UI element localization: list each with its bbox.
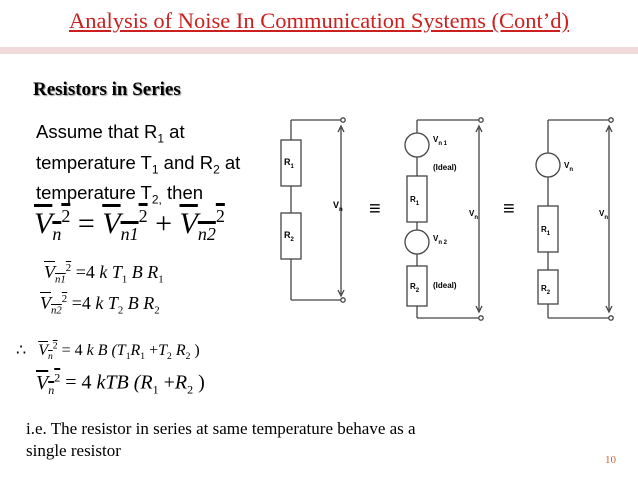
subscript: n [48,382,55,397]
equation-vn2 [40,293,160,317]
symbol: R [284,230,291,240]
subscript: n [474,215,479,221]
symbol-group: kTB (R [96,371,153,394]
assumption-line-2 [36,151,240,182]
eq-term-vn2 [179,206,225,244]
close-paren: ) [194,342,200,359]
slide-title: Analysis of Noise In Communication Systems (Cont’d) [69,8,569,33]
text-run: temperature T [36,151,152,173]
conclusion-text [26,418,416,462]
therefore-symbol: ∴ [16,342,27,359]
subscript: 1 [290,164,294,170]
text-run: Assume that R [36,121,158,142]
equals-sign: = [71,293,82,313]
symbol: R [174,371,188,394]
symbol: R [541,284,547,293]
text-run: at [164,121,185,142]
symbol: V [433,234,439,243]
subscript: 1 [415,201,420,207]
symbol: V [469,209,475,218]
terminal [609,118,613,122]
symbol: k [99,262,108,282]
equation-final [36,370,205,398]
subscript: 2 [154,304,160,317]
symbol: V [333,200,340,210]
equation-sum [16,340,200,362]
symbol: R [284,157,291,167]
close-paren: ) [198,371,205,394]
subscript: 2 [546,290,551,296]
conclusion-line-1: i.e. The resistor in series at same temperature behave as a [26,419,416,438]
coefficient: 4 [85,262,95,282]
exponent: 2 [215,206,225,226]
plus-sign: + [163,371,175,394]
assumption-line-1 [36,120,240,151]
eq-term-vn [38,340,58,363]
subscript: 2 [290,237,294,243]
subscript: 2 [415,288,420,294]
noise-source-vn1 [405,133,429,157]
symbol: V [564,161,570,170]
subscript: n1 [55,273,66,286]
exponent: 2 [138,206,148,226]
subscript: n2 [197,224,216,244]
symbol: V [433,135,439,144]
subscript: 1 [152,382,159,397]
subscript: n [339,207,343,213]
subscript: n [47,351,53,363]
subscript: 2 [117,304,124,317]
subscript: n [604,215,609,221]
title-divider-bar [0,47,638,54]
symbol: R [143,293,155,313]
label-ideal-1: (Ideal) [433,163,457,172]
subscript: n 2 [438,240,448,246]
eq-term-vn [34,206,71,244]
terminal [479,316,483,320]
subscript: n2 [51,304,62,317]
symbol: V [44,262,55,282]
assumption-text [36,120,240,212]
subscript: n [569,167,574,173]
subscript: 2 [187,382,194,397]
subscript: 1 [125,351,131,363]
text-run: at [219,151,241,173]
subscript: 2 [167,351,172,363]
circuit-background [273,108,635,328]
equation-vn1 [44,262,164,286]
eq-term-vn2 [40,293,68,317]
equation-total-noise [34,206,225,245]
page-number: 10 [605,454,616,466]
symbol: k [95,293,104,313]
equals-coefficient: = 4 [61,342,83,359]
symbol: T [158,342,168,359]
exponent: 2 [52,340,58,352]
circuit-diagram [273,108,635,328]
plus-sign: + [149,342,159,359]
terminal [341,118,345,122]
symbol: V [36,371,49,394]
conclusion-line-2: single resistor [26,441,121,460]
symbol: V [40,293,51,313]
equals-coefficient: = 4 [65,371,92,394]
noise-source-vn [536,153,560,177]
plus-sign: + [155,207,172,240]
subscript: 1 [157,131,165,146]
label-ideal-2: (Ideal) [433,281,457,290]
eq-term-vn1 [44,262,72,286]
symbol: R [410,282,416,291]
eq-term-vn1 [102,206,148,244]
symbol: R [171,342,186,359]
equivalence-symbol: ≡ [369,198,381,220]
symbol-group: k B (T [86,342,126,359]
exponent: 2 [61,293,68,305]
subscript: 1 [140,351,146,363]
subscript: 1 [121,273,128,286]
symbol: V [179,207,198,240]
terminal [479,118,483,122]
text-run: temperature T [36,182,152,204]
subscript: 1 [158,273,164,286]
symbol: R [147,262,159,282]
equals-sign: = [75,262,86,282]
subscript: 2 [185,351,191,363]
text-run: and R [158,151,214,173]
symbol: T [107,293,118,313]
terminal [609,316,613,320]
text-run: then [161,182,204,204]
subscript: n 1 [438,141,448,147]
symbol: R [130,342,141,359]
symbol: V [102,207,121,240]
symbol: R [410,195,416,204]
exponent: 2 [61,206,71,226]
section-heading: Resistors in Series [33,79,181,100]
symbol: V [34,207,53,240]
subscript: 1 [151,162,159,177]
symbol: V [599,209,605,218]
exponent: 2 [54,370,61,384]
subscript: 2, [151,193,162,208]
subscript: 2 [213,162,220,177]
noise-source-vn2 [405,230,429,254]
symbol: V [38,342,48,359]
exponent: 2 [65,262,72,274]
subscript: n1 [120,224,139,244]
coefficient: 4 [81,293,91,313]
symbol: B [127,293,139,313]
equals-sign: = [77,207,95,240]
subscript: 1 [546,231,551,237]
eq-term-vn [36,370,61,397]
symbol: T [111,262,122,282]
equivalence-symbol: ≡ [503,198,515,220]
symbol: B [131,262,143,282]
symbol: R [541,225,547,234]
subscript: n [52,224,62,244]
terminal [341,298,345,302]
